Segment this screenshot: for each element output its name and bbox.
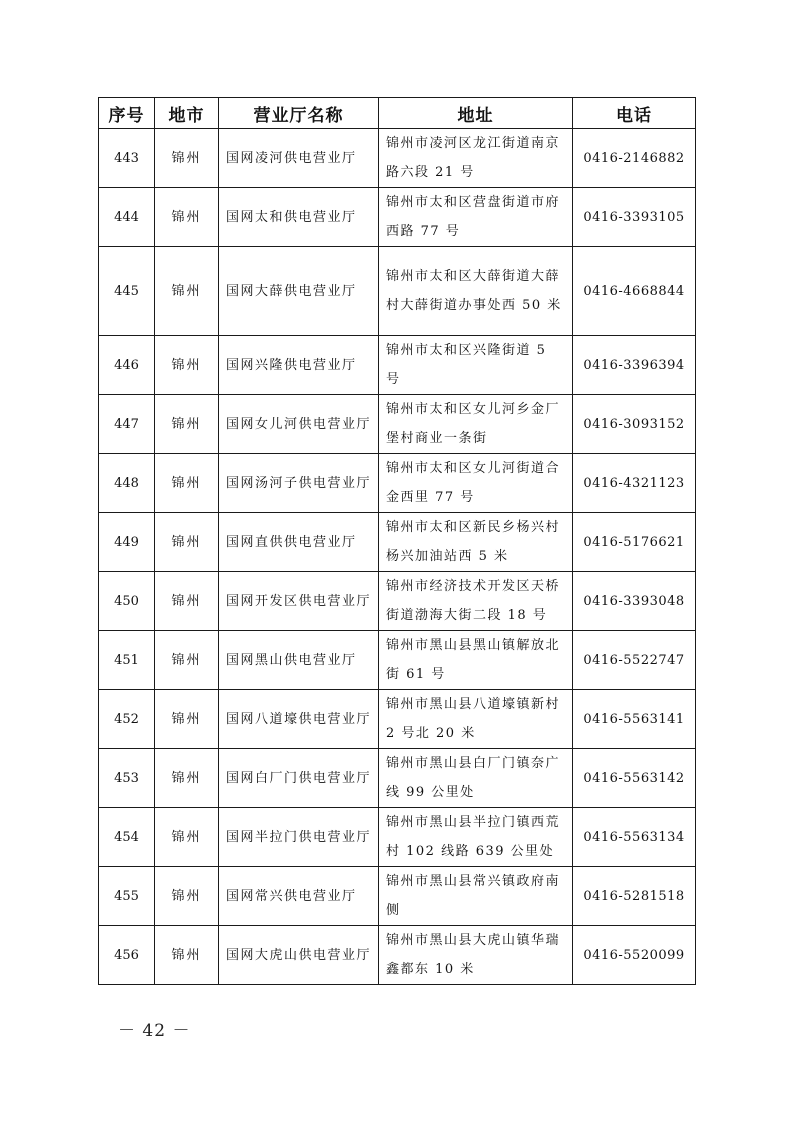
city-cell: 锦州 xyxy=(155,690,219,749)
phone-cell: 0416-5563142 xyxy=(573,749,696,808)
table-row xyxy=(99,395,696,454)
address-cell: 锦州市太和区新民乡杨兴村杨兴加油站西 5 米 xyxy=(379,513,573,572)
address-cell: 锦州市太和区女儿河乡金厂堡村商业一条街 xyxy=(379,395,573,454)
city-cell: 锦州 xyxy=(155,926,219,985)
page-number: － 42 － xyxy=(118,1021,191,1041)
hall-name-cell: 国网女儿河供电营业厅 xyxy=(219,395,379,454)
city-cell: 锦州 xyxy=(155,129,219,188)
phone-cell: 0416-3093152 xyxy=(573,395,696,454)
phone-cell: 0416-3396394 xyxy=(573,336,696,395)
hall-name-cell: 国网直供供电营业厅 xyxy=(219,513,379,572)
phone-cell: 0416-4668844 xyxy=(573,247,696,336)
city-cell: 锦州 xyxy=(155,395,219,454)
table-row xyxy=(99,572,696,631)
header-serial-number: 序号 xyxy=(99,98,155,129)
table-row xyxy=(99,247,696,336)
city-cell: 锦州 xyxy=(155,808,219,867)
phone-cell: 0416-5522747 xyxy=(573,631,696,690)
header-hall-name: 营业厅名称 xyxy=(219,98,379,129)
service-hall-table xyxy=(98,97,696,985)
serial-number-cell: 455 xyxy=(99,867,155,926)
serial-number-cell: 447 xyxy=(99,395,155,454)
city-cell: 锦州 xyxy=(155,188,219,247)
hall-name-cell: 国网大薛供电营业厅 xyxy=(219,247,379,336)
phone-cell: 0416-3393105 xyxy=(573,188,696,247)
serial-number-cell: 451 xyxy=(99,631,155,690)
address-cell: 锦州市黑山县常兴镇政府南侧 xyxy=(379,867,573,926)
hall-name-cell: 国网八道壕供电营业厅 xyxy=(219,690,379,749)
phone-cell: 0416-5520099 xyxy=(573,926,696,985)
serial-number-cell: 450 xyxy=(99,572,155,631)
serial-number-cell: 454 xyxy=(99,808,155,867)
phone-cell: 0416-3393048 xyxy=(573,572,696,631)
table-row xyxy=(99,454,696,513)
city-cell: 锦州 xyxy=(155,336,219,395)
serial-number-cell: 446 xyxy=(99,336,155,395)
city-cell: 锦州 xyxy=(155,867,219,926)
table-row xyxy=(99,926,696,985)
header-city: 地市 xyxy=(155,98,219,129)
table-row xyxy=(99,867,696,926)
phone-cell: 0416-5563134 xyxy=(573,808,696,867)
table-row xyxy=(99,808,696,867)
serial-number-cell: 449 xyxy=(99,513,155,572)
table-header-row xyxy=(99,98,696,129)
city-cell: 锦州 xyxy=(155,513,219,572)
address-cell: 锦州市太和区营盘街道市府西路 77 号 xyxy=(379,188,573,247)
hall-name-cell: 国网凌河供电营业厅 xyxy=(219,129,379,188)
address-cell: 锦州市黑山县八道壕镇新村 2 号北 20 米 xyxy=(379,690,573,749)
address-cell: 锦州市太和区女儿河街道合金西里 77 号 xyxy=(379,454,573,513)
address-cell: 锦州市黑山县黑山镇解放北街 61 号 xyxy=(379,631,573,690)
table-row xyxy=(99,690,696,749)
hall-name-cell: 国网开发区供电营业厅 xyxy=(219,572,379,631)
city-cell: 锦州 xyxy=(155,247,219,336)
phone-cell: 0416-5281518 xyxy=(573,867,696,926)
serial-number-cell: 452 xyxy=(99,690,155,749)
serial-number-cell: 448 xyxy=(99,454,155,513)
header-phone: 电话 xyxy=(573,98,696,129)
hall-name-cell: 国网白厂门供电营业厅 xyxy=(219,749,379,808)
address-cell: 锦州市黑山县大虎山镇华瑞鑫都东 10 米 xyxy=(379,926,573,985)
header-address: 地址 xyxy=(379,98,573,129)
serial-number-cell: 445 xyxy=(99,247,155,336)
table-row xyxy=(99,631,696,690)
address-cell: 锦州市太和区兴隆街道 5 号 xyxy=(379,336,573,395)
phone-cell: 0416-4321123 xyxy=(573,454,696,513)
address-cell: 锦州市凌河区龙江街道南京路六段 21 号 xyxy=(379,129,573,188)
phone-cell: 0416-5176621 xyxy=(573,513,696,572)
address-cell: 锦州市经济技术开发区天桥街道渤海大街二段 18 号 xyxy=(379,572,573,631)
serial-number-cell: 444 xyxy=(99,188,155,247)
hall-name-cell: 国网汤河子供电营业厅 xyxy=(219,454,379,513)
hall-name-cell: 国网大虎山供电营业厅 xyxy=(219,926,379,985)
address-cell: 锦州市黑山县半拉门镇西荒村 102 线路 639 公里处 xyxy=(379,808,573,867)
serial-number-cell: 456 xyxy=(99,926,155,985)
hall-name-cell: 国网黑山供电营业厅 xyxy=(219,631,379,690)
city-cell: 锦州 xyxy=(155,749,219,808)
table-row xyxy=(99,336,696,395)
hall-name-cell: 国网半拉门供电营业厅 xyxy=(219,808,379,867)
hall-name-cell: 国网兴隆供电营业厅 xyxy=(219,336,379,395)
address-cell: 锦州市黑山县白厂门镇奈广线 99 公里处 xyxy=(379,749,573,808)
phone-cell: 0416-5563141 xyxy=(573,690,696,749)
serial-number-cell: 443 xyxy=(99,129,155,188)
table-row xyxy=(99,188,696,247)
table-row xyxy=(99,513,696,572)
table-row xyxy=(99,749,696,808)
city-cell: 锦州 xyxy=(155,454,219,513)
hall-name-cell: 国网常兴供电营业厅 xyxy=(219,867,379,926)
phone-cell: 0416-2146882 xyxy=(573,129,696,188)
city-cell: 锦州 xyxy=(155,572,219,631)
table-row xyxy=(99,129,696,188)
serial-number-cell: 453 xyxy=(99,749,155,808)
address-cell: 锦州市太和区大薛街道大薛村大薛街道办事处西 50 米 xyxy=(379,247,573,336)
hall-name-cell: 国网太和供电营业厅 xyxy=(219,188,379,247)
city-cell: 锦州 xyxy=(155,631,219,690)
